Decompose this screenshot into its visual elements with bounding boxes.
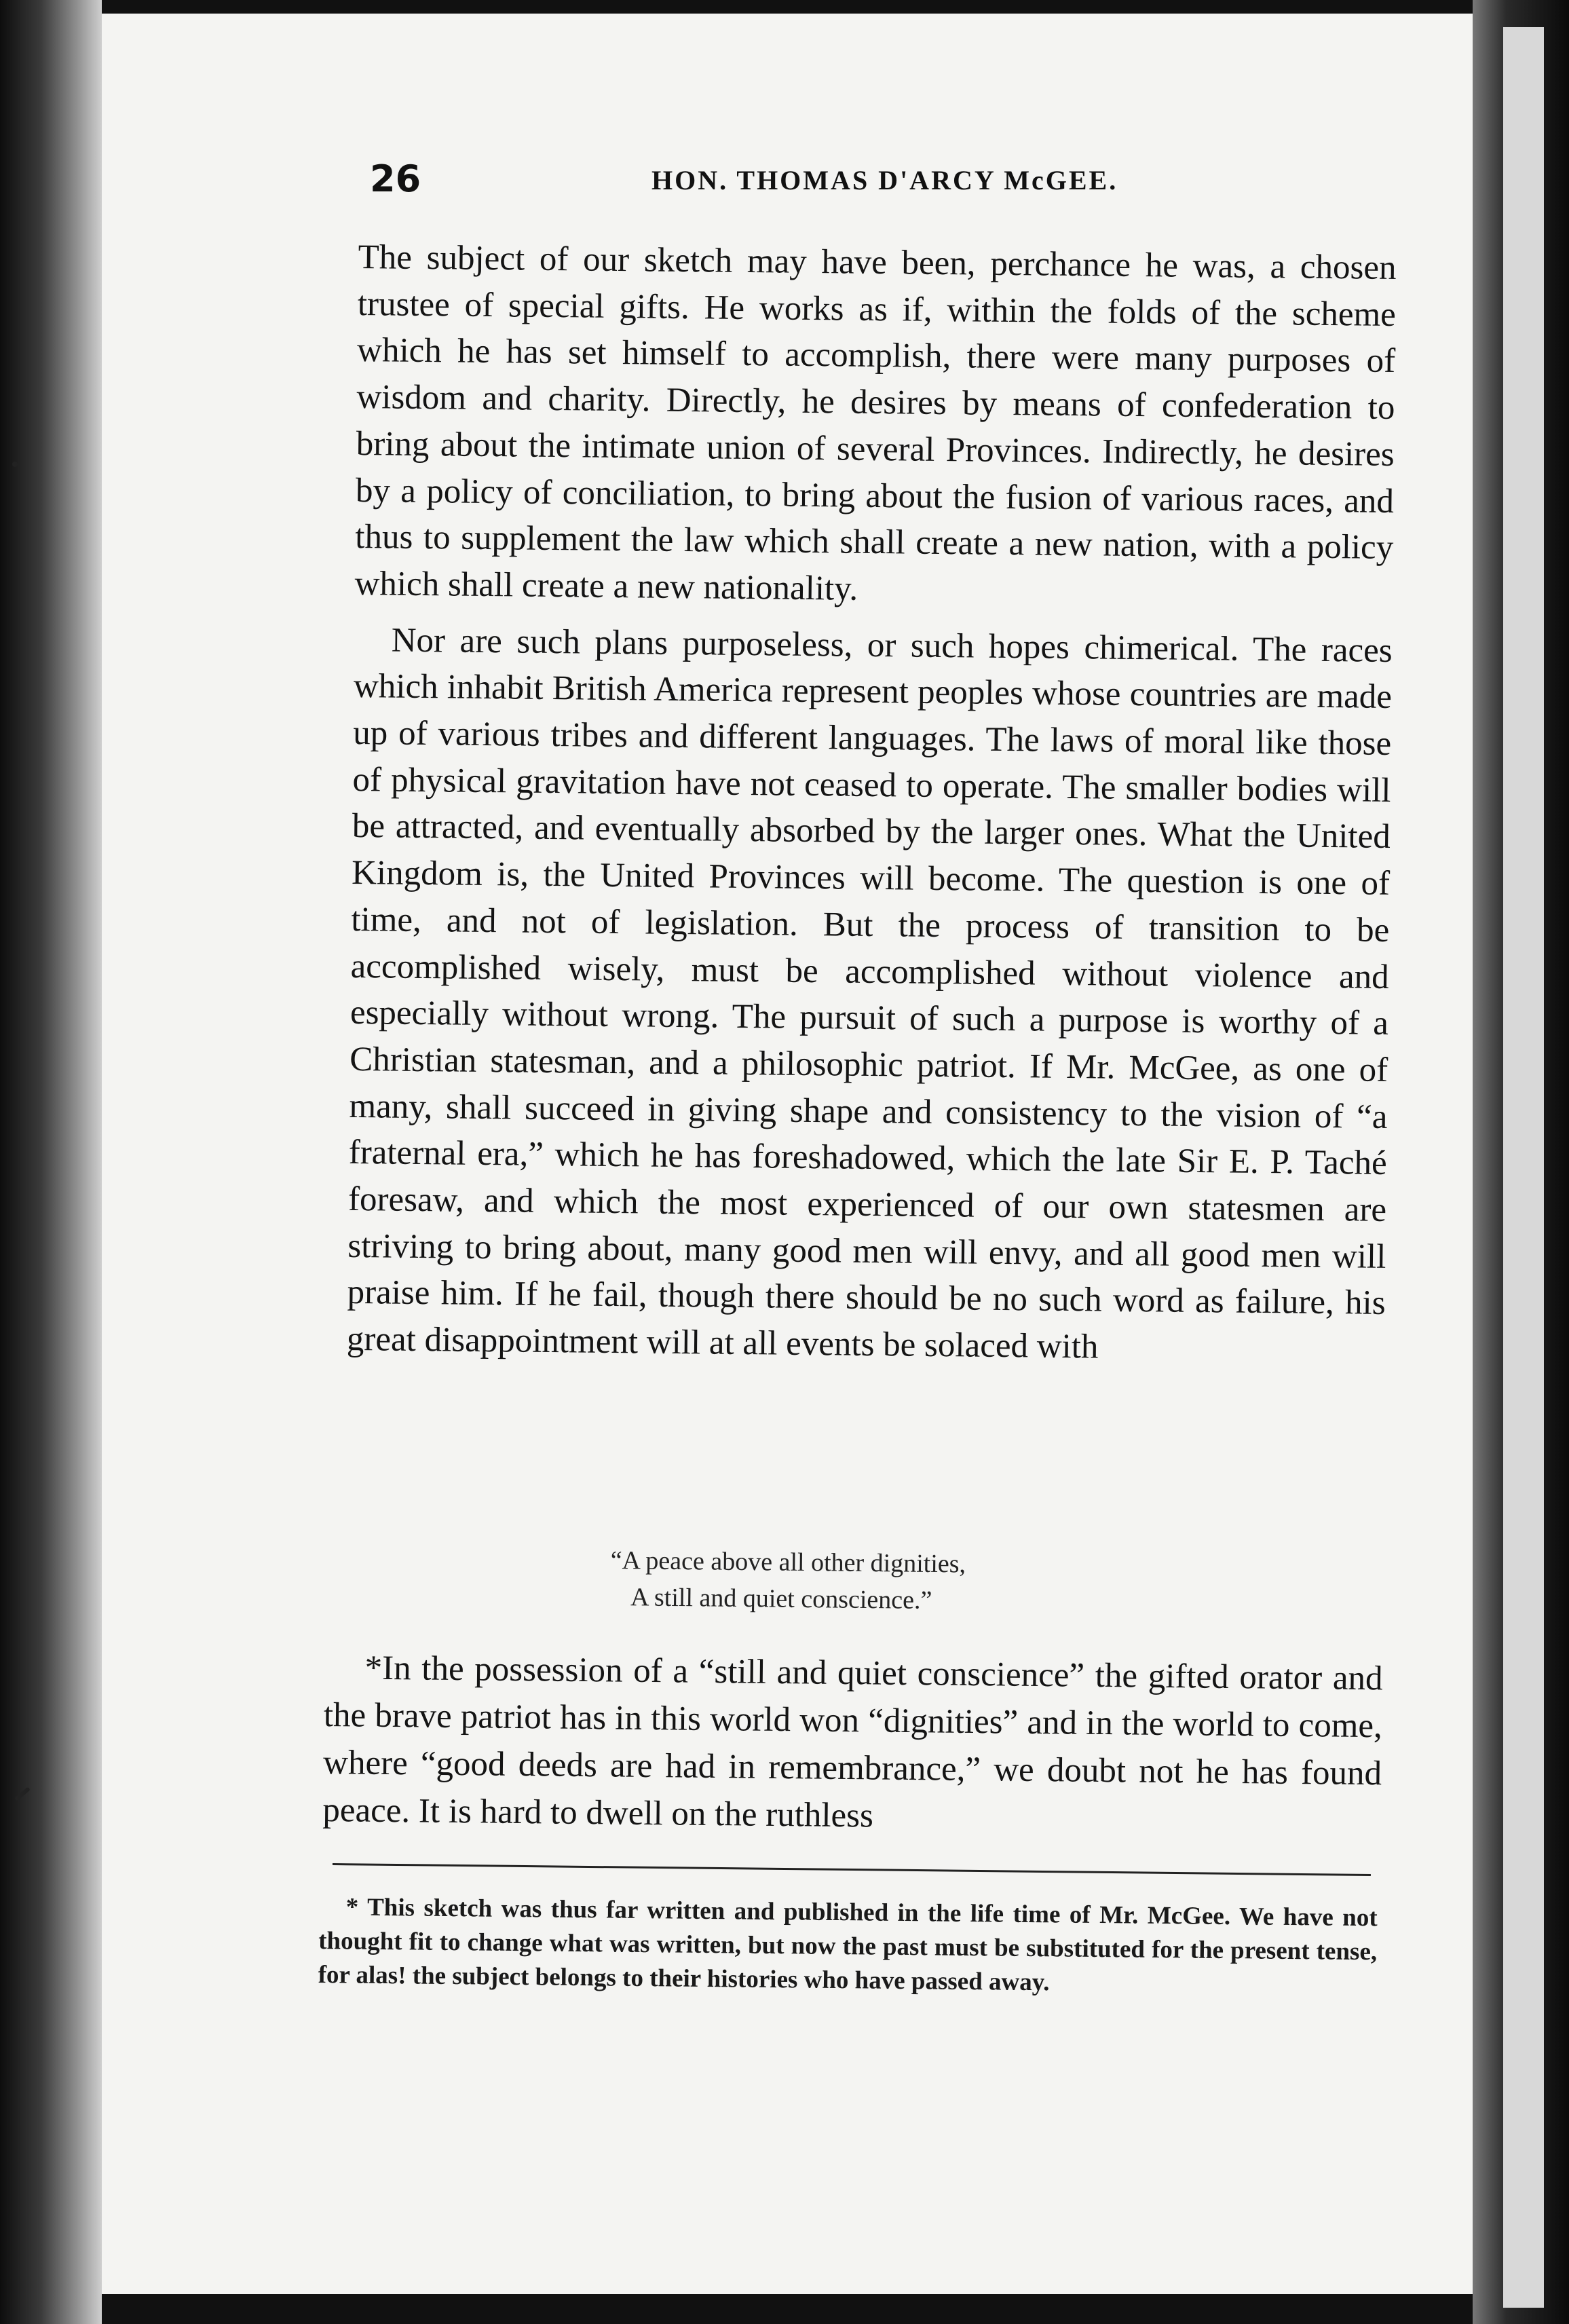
- page-header: [370, 157, 1429, 205]
- paragraph: Nor are such plans purposeless, or such hopes chimerical. The races which inhabit British America represent peoples whose countries are made up of various tribes and different languages. The laws of moral like those of physical gravitation have not ceased to operate. The smaller bodies will be attracted, and eventually absorbed by the larger ones. What the United Kingdom is, the United Provinces will become. The question is one of time, and not of legislation. But the process of transition to be accomplished wisely, must be accomplished without violence and especially without wrong. The pursuit of such a purpose is worthy of a Christian statesman, and a philosophic patriot. If Mr. McGee, as one of many, shall succeed in giving shape and consistency to the vision of “a fraternal era,” which he has foreshadowed, which the late Sir E. P. Taché foresaw, and which the most experienced of our own statesmen are striving to bring about, many good men will envy, and all good men will praise him. If he fail, though there should be no such word as failure, his great disappointment will at all events be solaced with: [346, 621, 1393, 1366]
- block-quote: [610, 1542, 1222, 1622]
- paragraph: *In the possession of a “still and quiet conscience” the gifted orator and the brave patriot has in this world won “dignities” and in the world to come, where “good deeds are had in remembrance,” we doubt not he has found peace. It is hard to dwell on the ruthless: [322, 1649, 1383, 1835]
- next-page-edge: [1503, 27, 1544, 2308]
- running-head: HON. THOMAS D'ARCY McGEE.: [651, 165, 1118, 195]
- main-text: [347, 234, 1397, 1374]
- footnote: [318, 1890, 1377, 2003]
- main-text-continued: [322, 1644, 1383, 1845]
- scan-border-top: [102, 0, 1473, 14]
- scan-border-bottom: [102, 2294, 1473, 2324]
- quote-line: “A peace above all other dignities,: [610, 1545, 966, 1579]
- scan-speck: [12, 462, 18, 467]
- quote-line: A still and quiet conscience.”: [630, 1583, 932, 1615]
- paragraph: The subject of our sketch may have been, perchance he was, a chosen trustee of special gifts. He works as if, within the folds of the scheme which he has set himself to accomplish, there were many purposes of wisdom and charity. Directly, he desires by means of confederation to bring about the intimate union of several Provinces. Indirectly, he desires by a policy of conciliation, to bring about the fusion of various races, and thus to supplement the law which shall create a new nation, with a policy which shall create a new nationality.: [354, 238, 1397, 608]
- footnote-text: * This sketch was thus far written and published in the life time of Mr. McGee. We have not thought fit to change what was written, but now the past must be substituted for the present tense, for alas! the subject belongs to their histories who have passed away.: [318, 1893, 1378, 1997]
- page-number: 26: [370, 157, 421, 200]
